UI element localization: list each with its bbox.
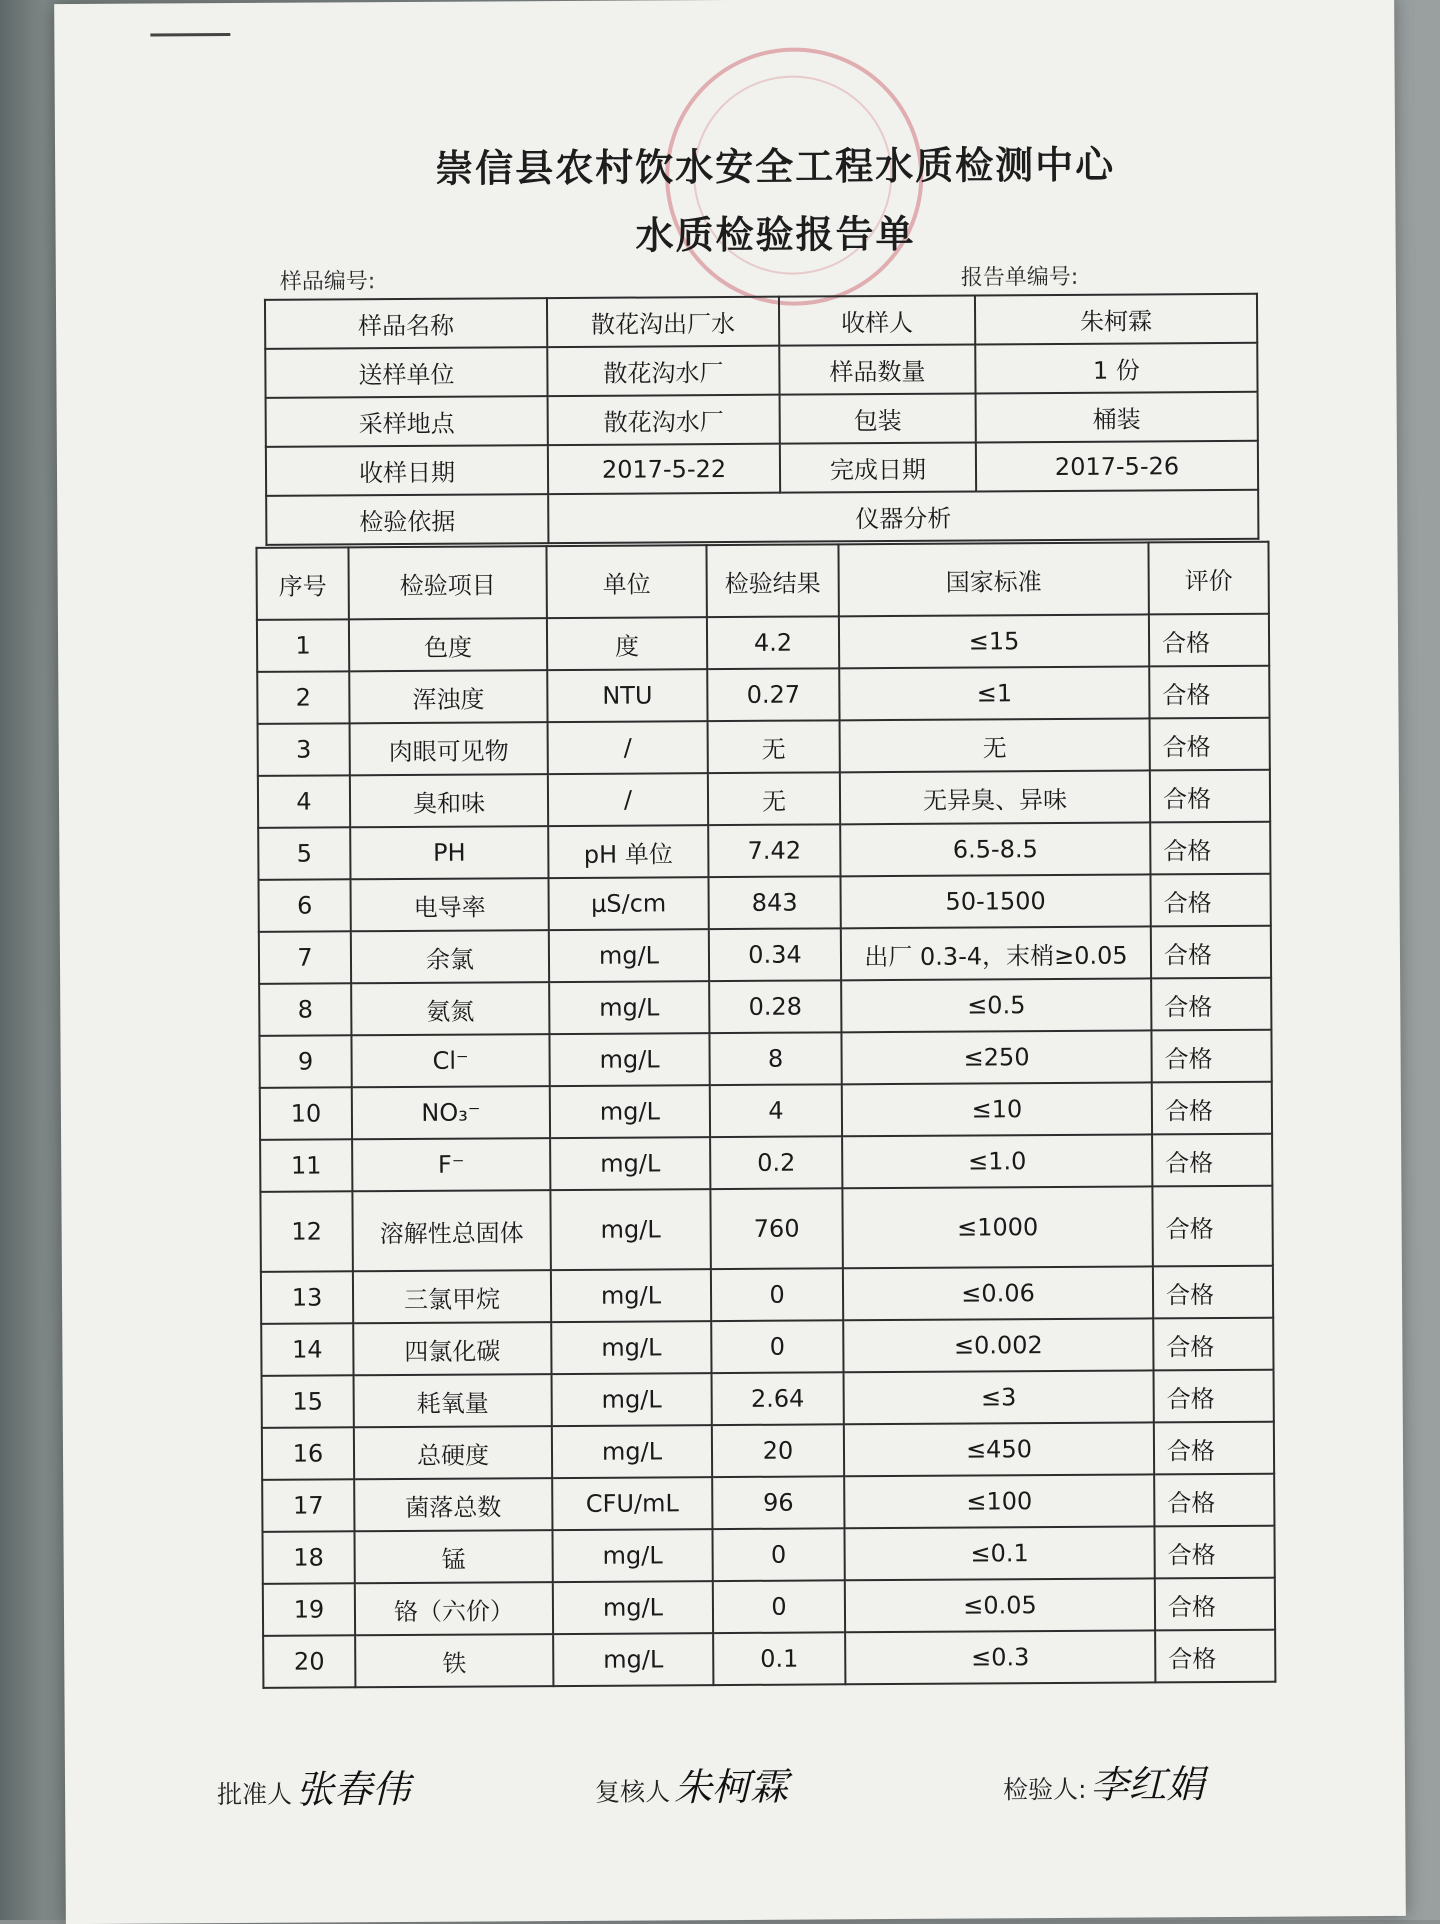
cell-eval: 合格 [1153,1266,1273,1319]
header-item: 检验项目 [348,546,546,619]
cell-eval: 合格 [1149,666,1269,719]
cell-result: 4 [710,1084,842,1137]
cell-no: 11 [260,1139,352,1192]
reviewer-name: 朱柯霖 [673,1764,789,1810]
cell-result: 0 [712,1528,844,1581]
cell-item: 锰 [354,1530,552,1583]
results-header-row [256,542,1268,620]
info-label: 包装 [780,393,976,443]
cell-unit: / [548,773,708,826]
org-title: 崇信县农村饮水安全工程水质检测中心 [435,141,1116,191]
cell-standard: 50-1500 [840,874,1150,928]
cell-item: 四氯化碳 [353,1322,551,1375]
cell-result: 无 [708,772,840,825]
cell-result: 2.64 [712,1372,844,1425]
cell-unit: mg/L [550,1189,710,1270]
header-standard: 国家标准 [838,542,1148,616]
approver-signature [217,1758,410,1814]
cell-eval: 合格 [1151,926,1271,979]
cell-unit: mg/L [551,1269,711,1322]
cell-result: 0 [713,1580,845,1633]
cell-eval: 合格 [1150,718,1270,771]
cell-result: 20 [712,1424,844,1477]
cell-item: 菌落总数 [354,1478,552,1531]
cell-unit: pH 单位 [548,825,708,878]
cell-standard: ≤3 [844,1370,1154,1424]
report-no-label: 报告单编号: [960,264,1079,291]
info-value: 朱柯霖 [975,294,1257,345]
table-row [259,926,1271,984]
table-row [261,1318,1273,1376]
cell-no: 16 [262,1427,354,1480]
cell-item: F⁻ [352,1138,550,1191]
cell-item: NO₃⁻ [352,1086,550,1139]
cell-unit: mg/L [550,1085,710,1138]
approver-label: 批准人 [217,1779,293,1810]
cell-unit: mg/L [551,1321,711,1374]
cell-eval: 合格 [1150,874,1270,927]
inspector-signature [1003,1753,1205,1809]
sample-info-table [264,293,1259,546]
cell-no: 3 [258,723,350,776]
sample-no-label: 样品编号: [279,269,376,295]
cell-standard: ≤250 [841,1030,1151,1084]
cell-eval: 合格 [1149,614,1269,667]
table-row [257,614,1269,672]
info-label: 样品数量 [779,344,975,394]
cell-unit: mg/L [549,981,709,1034]
cell-result: 0.1 [713,1632,845,1685]
cell-result: 无 [708,720,840,773]
cell-item: 臭和味 [350,774,548,827]
cell-result: 96 [712,1476,844,1529]
cell-result: 8 [709,1032,841,1085]
cell-eval: 合格 [1154,1370,1274,1423]
approver-name: 张春伟 [295,1766,411,1812]
info-value: 散花沟水厂 [548,395,780,445]
cell-item: 余氯 [351,930,549,983]
cell-result: 7.42 [708,824,840,877]
cell-eval: 合格 [1150,770,1270,823]
cell-unit: CFU/mL [552,1477,712,1530]
info-value: 2017-5-22 [548,444,780,494]
table-row [262,1370,1274,1428]
cell-item: 铬（六价） [355,1582,553,1635]
cell-no: 1 [257,619,349,672]
cell-standard: ≤0.3 [845,1630,1155,1684]
cell-unit: mg/L [552,1373,712,1426]
cell-item: 氨氮 [351,982,549,1035]
info-row [265,294,1257,349]
table-row [259,874,1271,932]
cell-no: 18 [262,1531,354,1584]
cell-unit: mg/L [549,1033,709,1086]
cell-standard: ≤450 [844,1422,1154,1476]
info-label: 完成日期 [780,442,976,492]
cell-unit: / [548,721,708,774]
cell-unit: mg/L [552,1425,712,1478]
cell-item: 铁 [355,1634,553,1687]
cell-item: PH [350,826,548,879]
cell-item: 浑浊度 [349,670,547,723]
table-row [258,822,1270,880]
table-row [262,1526,1274,1584]
cell-result: 0.28 [709,980,841,1033]
cell-unit: mg/L [553,1581,713,1634]
cell-item: 三氯甲烷 [353,1270,551,1323]
cell-no: 17 [262,1479,354,1532]
cell-result: 0 [711,1268,843,1321]
report-paper [54,0,1406,1924]
cell-eval: 合格 [1150,822,1270,875]
cell-item: Cl⁻ [351,1034,549,1087]
cell-eval: 合格 [1151,1030,1271,1083]
info-value: 1 份 [975,343,1257,394]
cell-standard: ≤10 [842,1082,1152,1136]
cell-result: 0.34 [709,928,841,981]
cell-no: 9 [259,1035,351,1088]
results-table [255,541,1276,1689]
cell-eval: 合格 [1152,1186,1272,1267]
cell-no: 8 [259,983,351,1036]
cell-standard: ≤0.1 [844,1526,1154,1580]
cell-standard: ≤1.0 [842,1134,1152,1188]
cell-eval: 合格 [1154,1474,1274,1527]
table-row [263,1630,1275,1688]
cell-no: 13 [261,1271,353,1324]
info-value: 2017-5-26 [976,441,1258,492]
cell-no: 19 [263,1583,355,1636]
header-no: 序号 [256,547,348,620]
cell-standard: ≤1 [839,666,1149,720]
cell-result: 843 [708,876,840,929]
reviewer-label: 复核人 [594,1777,671,1807]
cell-result: 760 [710,1188,842,1269]
header-result: 检验结果 [706,544,838,617]
cell-standard: ≤15 [839,614,1149,668]
cell-eval: 合格 [1152,1082,1272,1135]
info-row [266,441,1258,496]
info-label: 收样日期 [266,445,548,496]
cell-eval: 合格 [1155,1578,1275,1631]
cell-item: 色度 [349,618,547,671]
cell-unit: 度 [547,617,707,670]
info-value: 散花沟出厂水 [547,297,779,347]
cell-eval: 合格 [1154,1526,1274,1579]
cell-no: 15 [262,1375,354,1428]
cell-eval: 合格 [1154,1422,1274,1475]
info-label: 送样单位 [265,347,547,398]
table-row [258,718,1270,776]
reviewer-signature [595,1756,788,1812]
cell-no: 6 [259,879,351,932]
info-value: 散花沟水厂 [547,346,779,396]
cell-eval: 合格 [1151,978,1271,1031]
info-value: 桶装 [976,392,1258,443]
info-label: 采样地点 [266,396,548,447]
cell-standard: ≤0.05 [845,1578,1155,1632]
cell-unit: μS/cm [548,877,708,930]
cell-unit: mg/L [550,1137,710,1190]
table-row [260,1186,1272,1272]
cell-eval: 合格 [1152,1134,1272,1187]
inspector-name: 李红娟 [1090,1762,1205,1807]
doc-title: 水质检验报告单 [635,210,916,258]
corner-mark [150,33,230,36]
cell-standard: ≤0.5 [841,978,1151,1032]
header-unit: 单位 [546,545,706,618]
table-row [257,666,1269,724]
cell-no: 14 [261,1323,353,1376]
cell-item: 总硬度 [354,1426,552,1479]
table-row [259,1030,1271,1088]
info-row-basis [266,490,1258,545]
cell-eval: 合格 [1153,1318,1273,1371]
cell-unit: mg/L [552,1529,712,1582]
cell-result: 0.2 [710,1136,842,1189]
table-row [261,1266,1273,1324]
cell-no: 20 [263,1635,355,1688]
cell-no: 5 [258,827,350,880]
cell-no: 4 [258,775,350,828]
cell-eval: 合格 [1155,1630,1275,1683]
cell-standard: 6.5-8.5 [840,822,1150,876]
table-row [259,978,1271,1036]
cell-item: 溶解性总固体 [352,1190,550,1271]
info-row [265,343,1257,398]
cell-standard: 出厂 0.3-4，末梢≥0.05 [841,926,1151,980]
table-row [260,1134,1272,1192]
cell-result: 4.2 [707,616,839,669]
cell-unit: NTU [547,669,707,722]
table-row [258,770,1270,828]
cell-standard: ≤0.002 [843,1318,1153,1372]
cell-no: 7 [259,931,351,984]
cell-result: 0.27 [707,668,839,721]
table-row [260,1082,1272,1140]
cell-item: 耗氧量 [354,1374,552,1427]
cell-result: 0 [711,1320,843,1373]
cell-standard: 无 [840,718,1150,772]
table-row [262,1474,1274,1532]
table-row [263,1578,1275,1636]
cell-standard: ≤0.06 [843,1266,1153,1320]
cell-standard: 无异臭、异味 [840,770,1150,824]
cell-unit: mg/L [549,929,709,982]
basis-label: 检验依据 [266,494,548,545]
info-label: 收样人 [779,295,975,345]
table-row [262,1422,1274,1480]
info-row [266,392,1258,447]
basis-value: 仪器分析 [548,490,1258,543]
cell-standard: ≤100 [844,1474,1154,1528]
info-label: 样品名称 [265,298,547,349]
cell-standard: ≤1000 [842,1186,1152,1268]
cell-no: 2 [257,671,349,724]
cell-unit: mg/L [553,1633,713,1686]
inspector-label: 检验人: [1002,1774,1087,1805]
header-eval: 评价 [1148,542,1268,615]
cell-item: 电导率 [351,878,549,931]
cell-item: 肉眼可见物 [350,722,548,775]
cell-no: 10 [260,1087,352,1140]
cell-no: 12 [260,1191,352,1272]
